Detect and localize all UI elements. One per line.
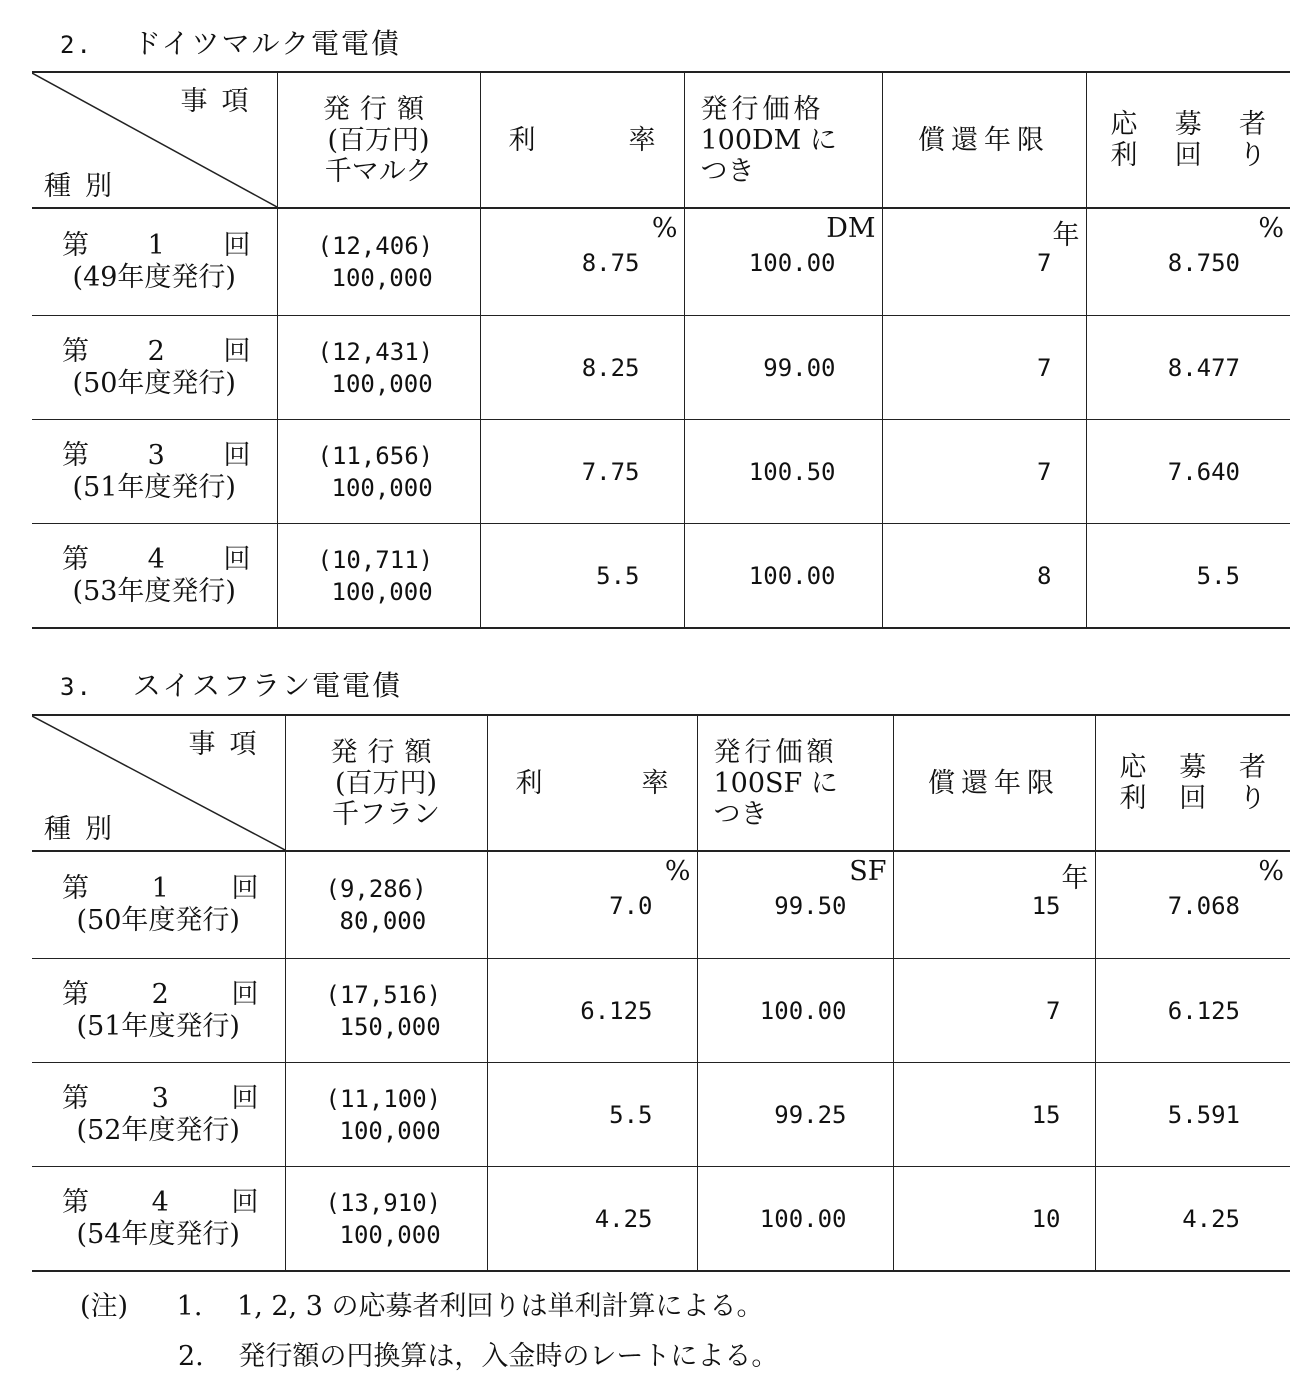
row-rate <box>480 208 684 316</box>
rate-value: 4.25 <box>594 1205 653 1233</box>
header-yield <box>1086 72 1290 208</box>
row-amount <box>277 208 480 316</box>
kind-number: 2 <box>147 335 165 367</box>
table-row <box>32 208 1290 316</box>
header-yield-b2: 回 <box>1179 783 1207 814</box>
header-rate-left: 利 <box>508 124 536 156</box>
header-amount-line2: (百万円) <box>334 767 438 799</box>
amount-foreign: 150,000 <box>339 1012 441 1041</box>
row-price <box>684 524 882 629</box>
header-price <box>697 715 893 851</box>
kind-dai: 第 <box>62 543 89 575</box>
row-yield <box>1086 420 1290 524</box>
row-years <box>893 1167 1095 1272</box>
header-yield-b3: り <box>1239 140 1266 171</box>
years-value: 10 <box>1031 1205 1061 1233</box>
years-value: 15 <box>1031 891 1061 920</box>
unit-currency: SF <box>849 856 887 887</box>
price-value: 99.50 <box>774 891 847 920</box>
unit-year: 年 <box>1061 863 1089 894</box>
sf-bond-table <box>32 714 1290 1272</box>
section-number: 3. <box>60 673 93 701</box>
kind-year: (51年度発行) <box>72 471 236 503</box>
price-value: 99.00 <box>763 354 836 382</box>
note-number: 1. <box>176 1291 203 1322</box>
kind-year: (50年度発行) <box>76 905 240 936</box>
amount-yen: (12,431) <box>317 337 434 366</box>
header-rate <box>480 72 684 208</box>
header-price-line3: つき <box>713 798 768 830</box>
header-years: 償還年限 <box>893 715 1095 851</box>
header-yield-b1: 利 <box>1119 783 1147 814</box>
table-row <box>32 851 1290 959</box>
unit-percent: % <box>1258 213 1284 244</box>
amount-foreign: 100,000 <box>331 473 433 502</box>
header-yield-b1: 利 <box>1110 140 1138 171</box>
note-text: 1, 2, 3 の応募者利回りは単利計算による。 <box>237 1291 764 1322</box>
row-years <box>882 524 1086 629</box>
price-value: 99.25 <box>774 1101 847 1129</box>
header-amount <box>277 72 480 208</box>
row-yield <box>1095 1063 1290 1167</box>
section-name: ドイツマルク電電債 <box>132 27 401 60</box>
amount-yen: (17,516) <box>325 980 442 1009</box>
row-yield <box>1095 1167 1290 1272</box>
header-rate <box>487 715 697 851</box>
header-amount-line2: (百万円) <box>327 124 430 156</box>
amount-yen: (9,286) <box>325 875 427 903</box>
row-price <box>697 1063 893 1167</box>
row-amount <box>285 1063 487 1167</box>
unit-currency: DM <box>826 213 876 244</box>
rate-value: 7.0 <box>609 891 653 920</box>
rate-value: 6.125 <box>580 997 653 1025</box>
yield-value: 7.640 <box>1167 458 1240 486</box>
header-diagonal-cell <box>32 72 277 208</box>
years-value: 8 <box>1037 562 1052 590</box>
kind-kai: 回 <box>223 543 251 575</box>
kind-kai: 回 <box>231 1082 259 1114</box>
years-value: 15 <box>1031 1101 1061 1129</box>
rate-value: 8.75 <box>581 248 640 277</box>
header-amount-line1: 発行額 <box>323 93 434 125</box>
kind-year: (53年度発行) <box>72 575 236 607</box>
row-kind <box>32 316 277 420</box>
row-price <box>684 420 882 524</box>
header-price-line2: 100DM に <box>700 124 837 156</box>
row-years <box>882 208 1086 316</box>
unit-year: 年 <box>1052 220 1080 251</box>
row-yield <box>1086 524 1290 629</box>
row-price <box>697 1167 893 1272</box>
header-amount-line3: 千マルク <box>324 155 433 187</box>
kind-kai: 回 <box>231 873 259 904</box>
kind-dai: 第 <box>62 230 89 261</box>
kind-kai: 回 <box>223 230 251 261</box>
rate-value: 8.25 <box>581 354 640 382</box>
price-value: 100.00 <box>759 1205 847 1233</box>
header-shubetsu: 種別 <box>44 171 126 202</box>
kind-number: 3 <box>151 1082 169 1114</box>
row-years <box>893 959 1095 1063</box>
row-price <box>684 208 882 316</box>
row-kind <box>32 524 277 629</box>
header-amount <box>285 715 487 851</box>
yield-value: 7.068 <box>1167 891 1240 920</box>
row-yield <box>1095 959 1290 1063</box>
table-header-row <box>32 715 1290 851</box>
header-yield-b2: 回 <box>1174 140 1202 171</box>
amount-foreign: 100,000 <box>331 577 433 606</box>
kind-dai: 第 <box>62 1186 89 1218</box>
header-yield-a1: 応 <box>1119 752 1147 783</box>
kind-dai: 第 <box>62 873 89 904</box>
kind-kai: 回 <box>231 1186 259 1218</box>
section-title-dm <box>60 22 401 62</box>
row-years <box>893 851 1095 959</box>
kind-year: (54年度発行) <box>76 1218 240 1250</box>
kind-year: (49年度発行) <box>72 262 236 293</box>
amount-yen: (10,711) <box>317 545 434 574</box>
table-row <box>32 316 1290 420</box>
header-yield-a1: 応 <box>1110 109 1138 140</box>
header-years: 償還年限 <box>882 72 1086 208</box>
kind-number: 2 <box>151 978 169 1010</box>
price-value: 100.00 <box>748 248 836 277</box>
yield-value: 5.5 <box>1196 562 1240 590</box>
unit-percent: % <box>664 856 691 887</box>
row-rate <box>487 1167 697 1272</box>
row-rate <box>487 1063 697 1167</box>
section-number: 2. <box>60 31 93 59</box>
header-price-line1: 発行価額 <box>713 736 838 768</box>
table-header-row <box>32 72 1290 208</box>
row-amount <box>285 851 487 959</box>
header-price-line1: 発行価格 <box>700 93 825 125</box>
section-title-sf <box>60 664 402 704</box>
table-row <box>32 1063 1290 1167</box>
row-rate <box>487 959 697 1063</box>
yield-value: 8.750 <box>1167 248 1240 277</box>
years-value: 7 <box>1037 458 1052 486</box>
header-amount-line1: 発行額 <box>330 736 442 768</box>
row-price <box>697 959 893 1063</box>
kind-number: 3 <box>147 439 165 471</box>
header-yield <box>1095 715 1290 851</box>
price-value: 100.50 <box>748 458 836 486</box>
years-value: 7 <box>1037 248 1052 277</box>
row-kind <box>32 1167 285 1272</box>
rate-value: 5.5 <box>596 562 640 590</box>
kind-kai: 回 <box>231 978 259 1010</box>
row-kind <box>32 1063 285 1167</box>
note-text: 発行額の円換算は，入金時のレートによる。 <box>238 1341 779 1372</box>
row-amount <box>285 1167 487 1272</box>
header-rate-right: 率 <box>628 124 656 156</box>
header-price-line2: 100SF に <box>713 767 838 799</box>
kind-year: (51年度発行) <box>76 1010 240 1042</box>
kind-number: 1 <box>151 873 169 904</box>
amount-foreign: 100,000 <box>331 369 433 398</box>
notes-label: (注) <box>80 1291 129 1322</box>
header-jiko: 事項 <box>180 86 263 117</box>
table-row <box>32 959 1290 1063</box>
row-amount <box>277 524 480 629</box>
header-price <box>684 72 882 208</box>
row-yield <box>1086 208 1290 316</box>
kind-year: (50年度発行) <box>72 367 236 399</box>
header-yield-a3: 者 <box>1239 109 1266 140</box>
rate-value: 7.75 <box>581 458 640 486</box>
kind-dai: 第 <box>62 439 89 471</box>
header-yield-a2: 募 <box>1174 109 1202 140</box>
note-row-2 <box>178 1334 778 1373</box>
years-value: 7 <box>1037 354 1052 382</box>
header-amount-line3: 千フラン <box>332 798 440 830</box>
row-kind <box>32 420 277 524</box>
table-row <box>32 524 1290 629</box>
row-amount <box>277 316 480 420</box>
amount-yen: (12,406) <box>317 232 434 260</box>
header-rate-right: 率 <box>641 767 669 799</box>
kind-dai: 第 <box>62 978 89 1010</box>
header-yield-a3: 者 <box>1239 752 1266 783</box>
table-row <box>32 420 1290 524</box>
yield-value: 6.125 <box>1167 997 1240 1025</box>
kind-number: 4 <box>147 543 165 575</box>
yield-value: 5.591 <box>1167 1101 1240 1129</box>
amount-foreign: 100,000 <box>331 264 433 292</box>
note-row-1 <box>80 1284 763 1323</box>
row-price <box>684 316 882 420</box>
years-value: 7 <box>1046 997 1061 1025</box>
header-price-line3: つき <box>700 155 755 187</box>
row-amount <box>277 420 480 524</box>
row-amount <box>285 959 487 1063</box>
row-years <box>893 1063 1095 1167</box>
amount-yen: (11,100) <box>325 1084 442 1113</box>
row-kind <box>32 208 277 316</box>
yield-value: 8.477 <box>1167 354 1240 382</box>
row-kind <box>32 851 285 959</box>
row-rate <box>480 316 684 420</box>
section-name: スイスフラン電電債 <box>132 669 403 702</box>
amount-yen: (11,656) <box>317 441 434 470</box>
row-rate <box>480 420 684 524</box>
row-kind <box>32 959 285 1063</box>
price-value: 100.00 <box>748 562 836 590</box>
row-yield <box>1095 851 1290 959</box>
yield-value: 4.25 <box>1182 1205 1240 1233</box>
header-jiko: 事項 <box>188 729 271 760</box>
price-value: 100.00 <box>759 997 847 1025</box>
kind-year: (52年度発行) <box>76 1114 240 1146</box>
amount-foreign: 100,000 <box>339 1116 441 1145</box>
kind-kai: 回 <box>223 439 251 471</box>
row-years <box>882 420 1086 524</box>
unit-percent: % <box>651 213 678 244</box>
header-yield-b3: り <box>1239 783 1266 814</box>
kind-kai: 回 <box>223 335 251 367</box>
rate-value: 5.5 <box>609 1101 653 1129</box>
amount-foreign: 100,000 <box>339 1220 441 1249</box>
kind-number: 4 <box>151 1186 169 1218</box>
row-rate <box>487 851 697 959</box>
row-years <box>882 316 1086 420</box>
unit-percent: % <box>1258 856 1284 887</box>
header-diagonal-cell <box>32 715 285 851</box>
header-yield-a2: 募 <box>1179 752 1207 783</box>
dm-bond-table <box>32 71 1290 629</box>
note-number: 2. <box>178 1341 204 1372</box>
row-price <box>697 851 893 959</box>
kind-dai: 第 <box>62 1082 89 1114</box>
amount-yen: (13,910) <box>325 1188 442 1217</box>
table-row <box>32 1167 1290 1272</box>
amount-foreign: 80,000 <box>339 907 427 935</box>
kind-dai: 第 <box>62 335 89 367</box>
header-rate-left: 利 <box>515 767 543 799</box>
header-shubetsu: 種別 <box>44 814 126 845</box>
kind-number: 1 <box>147 230 165 261</box>
row-rate <box>480 524 684 629</box>
row-yield <box>1086 316 1290 420</box>
